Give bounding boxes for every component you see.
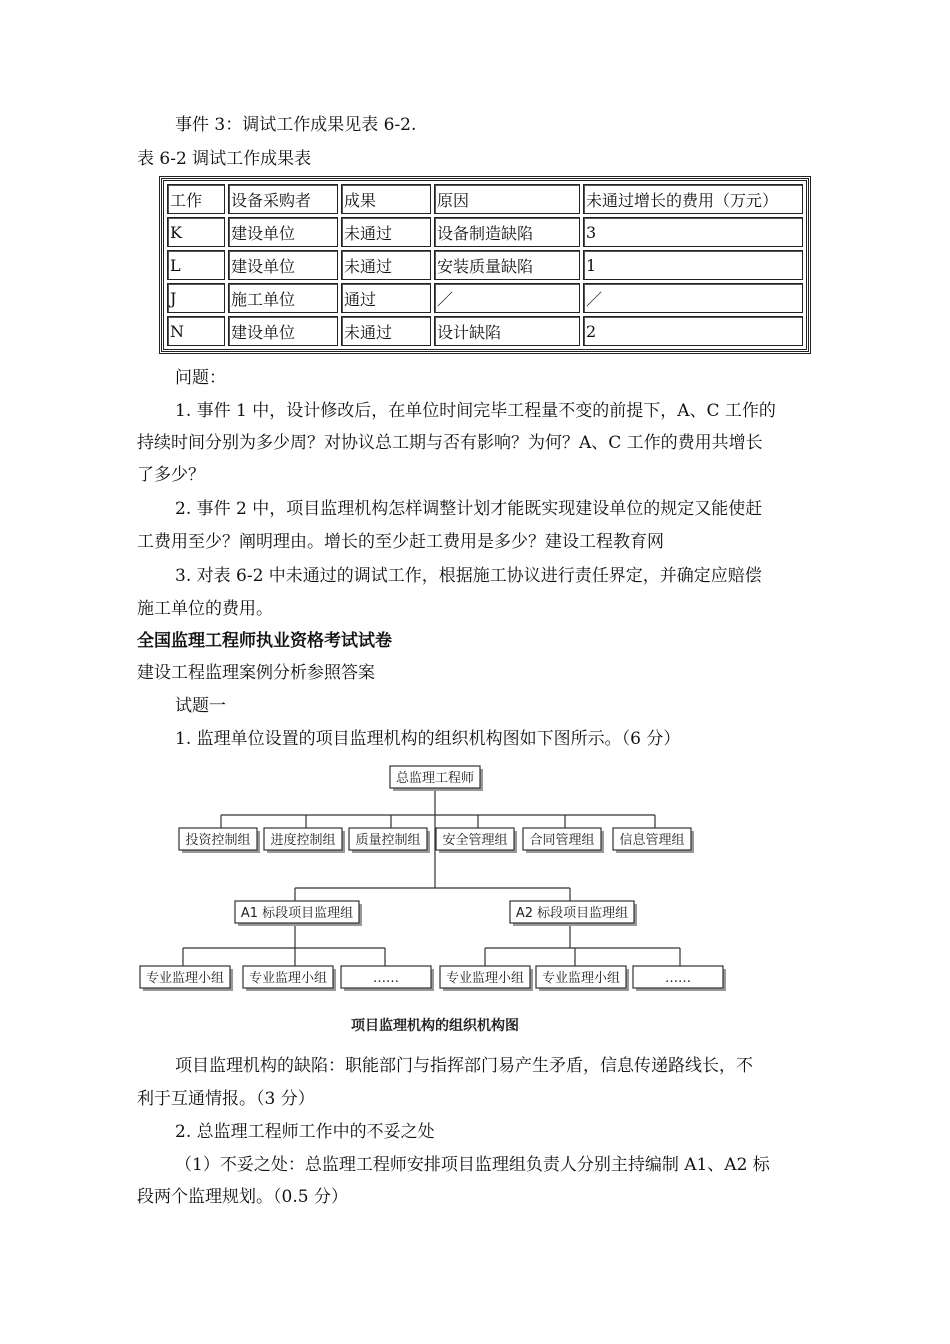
question-1-line: 了多少？ (137, 465, 205, 485)
table-cell: 建设单位 (228, 316, 338, 346)
table-cell: 1 (583, 250, 803, 280)
table-cell: 安装质量缺陷 (434, 250, 580, 280)
department-label: 质量控制组 (355, 833, 421, 848)
item-1-line: 段两个监理规划。（0.5 分） (137, 1187, 348, 1207)
team-label: …… (373, 971, 399, 986)
table-cell: 2 (583, 316, 803, 346)
table-cell: 设计缺陷 (434, 316, 580, 346)
questions-label: 问题： (175, 368, 226, 388)
table-cell: 设备制造缺陷 (434, 217, 580, 247)
header-cell: 原因 (434, 184, 580, 214)
table-cell: J (167, 283, 225, 313)
question-1-line: 1. 事件 1 中，设计修改后，在单位时间完毕工程量不变的前提下，A、C 工作的 (175, 401, 776, 421)
table-cell: 建设单位 (228, 217, 338, 247)
table-cell: 未通过 (341, 316, 431, 346)
question-2-line: 2. 事件 2 中，项目监理机构怎样调整计划才能既实现建设单位的规定又能使赶 (175, 499, 763, 519)
department-label: 合同管理组 (529, 833, 595, 848)
table-cell: 施工单位 (228, 283, 338, 313)
header-cell: 未通过增长的费用（万元） (583, 184, 803, 214)
table-cell: L (167, 250, 225, 280)
team-label: …… (665, 971, 691, 986)
root-label: 总监理工程师 (395, 771, 475, 786)
header-cell: 设备采购者 (228, 184, 338, 214)
table-cell: 未通过 (341, 217, 431, 247)
department-label: 安全管理组 (442, 833, 508, 848)
team-label: 专业监理小组 (248, 971, 328, 986)
table-row (167, 283, 803, 313)
table-row (167, 250, 803, 280)
defect-line: 项目监理机构的缺陷：职能部门与指挥部门易产生矛盾，信息传递路线长，不 (175, 1056, 753, 1076)
table-cell: 未通过 (341, 250, 431, 280)
table-cell: ／ (583, 283, 803, 313)
question-1-line: 持续时间分别为多少周？对协议总工期与否有影响？为何？A、C 工作的费用共增长 (137, 433, 763, 453)
department-label: 进度控制组 (270, 833, 336, 848)
header-cell: 工作 (167, 184, 225, 214)
org-chart-caption: 项目监理机构的组织机构图 (351, 1018, 519, 1034)
org-chart (135, 758, 735, 1040)
defect-line: 利于互通情报。（3 分） (137, 1089, 315, 1109)
team-label: 专业监理小组 (145, 971, 225, 986)
table-cell: 通过 (341, 283, 431, 313)
table-row (167, 217, 803, 247)
question-2-line: 工费用至少？阐明理由。增长的至少赶工费用是多少？建设工程教育网 (137, 532, 664, 552)
table-cell: K (167, 217, 225, 247)
team-label: 专业监理小组 (445, 971, 525, 986)
team-label: 专业监理小组 (541, 971, 621, 986)
header-cell: 成果 (341, 184, 431, 214)
department-label: 投资控制组 (185, 833, 251, 848)
table-cell: ／ (434, 283, 580, 313)
section-label-a2: A2 标段项目监理组 (515, 906, 629, 921)
table-cell: N (167, 316, 225, 346)
answer-1-text: 1. 监理单位设置的项目监理机构的组织机构图如下图所示。（6 分） (175, 729, 681, 749)
table-title: 表 6-2 调试工作成果表 (137, 149, 312, 169)
result-table (161, 178, 809, 352)
event3-text: 事件 3：调试工作成果见表 6-2. (175, 115, 417, 135)
item-1-line: （1）不妥之处：总监理工程师安排项目监理组负责人分别主持编制 A1、A2 标 (175, 1155, 770, 1175)
section-label-a1: A1 标段项目监理组 (240, 906, 354, 921)
answer-subheading: 建设工程监理案例分析参照答案 (137, 663, 375, 683)
question-3-line: 3. 对表 6-2 中未通过的调试工作，根据施工协议进行责任界定，并确定应赔偿 (175, 566, 762, 586)
exam-heading: 全国监理工程师执业资格考试试卷 (137, 631, 392, 651)
question-3-line: 施工单位的费用。 (137, 599, 273, 619)
department-label: 信息管理组 (619, 833, 685, 848)
table-cell: 建设单位 (228, 250, 338, 280)
answer-2-text: 2. 总监理工程师工作中的不妥之处 (175, 1122, 435, 1142)
table-header-row (167, 184, 803, 214)
table-row (167, 316, 803, 346)
section-title: 试题一 (175, 696, 226, 716)
table-cell: 3 (583, 217, 803, 247)
